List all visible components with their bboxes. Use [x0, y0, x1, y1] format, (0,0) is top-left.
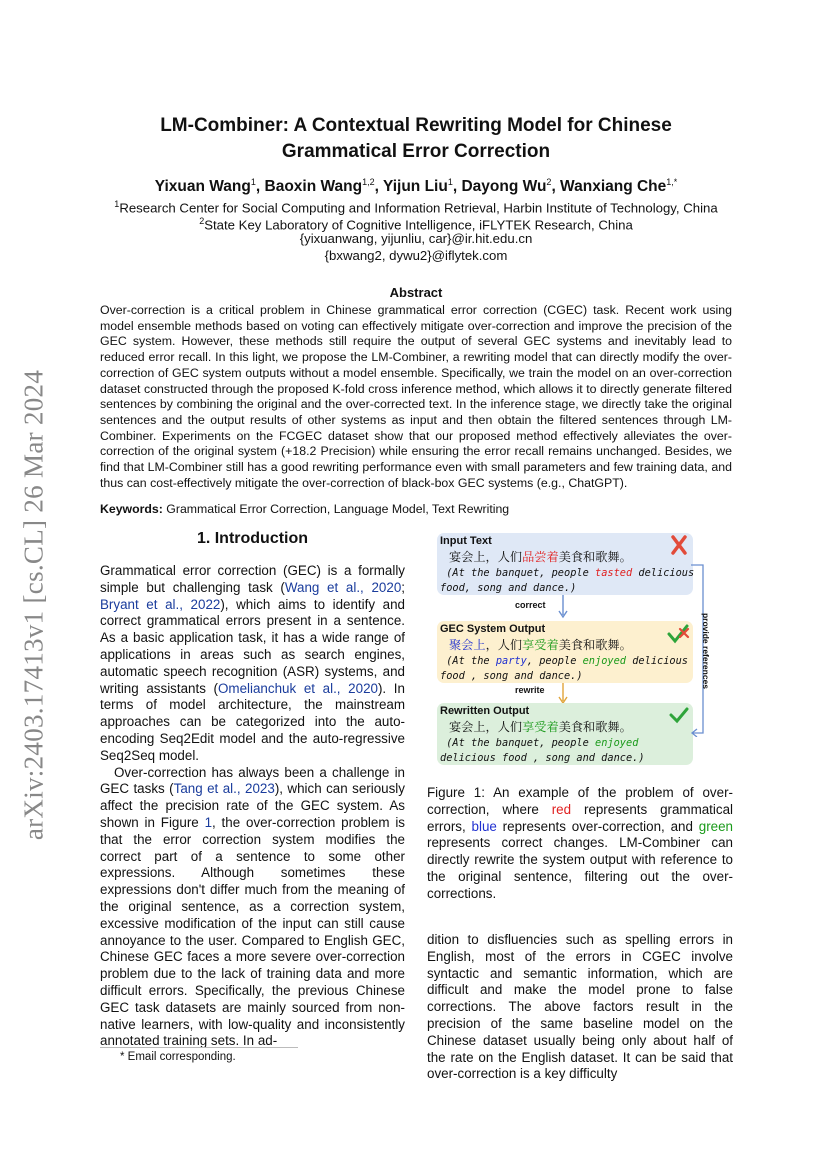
- keywords-label: Keywords:: [100, 502, 163, 516]
- rw-zh-b: 美食和歌舞。: [558, 720, 632, 734]
- input-en: [440, 566, 696, 595]
- input-zh-b: 美食和歌舞。: [558, 550, 632, 564]
- intro-paragraph-1: [100, 563, 405, 765]
- citation-omelianchuk-2020[interactable]: Omelianchuk et al., 2020: [218, 680, 378, 696]
- input-title: Input Text: [440, 535, 492, 547]
- caption-red: red: [551, 801, 572, 817]
- intro-paragraph-2: [100, 765, 405, 1051]
- title-line-1: LM-Combiner: A Contextual Rewriting Model for Chinese: [160, 115, 672, 136]
- paper-title: [100, 113, 732, 165]
- input-en-a: (At the banquet, people: [446, 567, 595, 579]
- author-2: , Baoxin Wang: [255, 178, 363, 196]
- citation-bryant-2022[interactable]: Bryant et al., 2022: [100, 596, 221, 612]
- provide-references-label: provide references: [701, 612, 711, 690]
- aff1-text: Research Center for Social Computing and Information Retrieval, Harbin Institute of Technology, China: [119, 200, 718, 216]
- rw-zh-a: 宴会上，人们: [449, 720, 523, 734]
- arrow-correct-label: correct: [515, 600, 546, 610]
- check-cross-icon: [667, 623, 691, 645]
- input-en-b: delicious food, song and dance.): [440, 567, 695, 594]
- figure-caption: [427, 785, 733, 903]
- abstract-text: Over-correction is a critical problem in Chinese grammatical error correction (CGEC) task. Recent work using model ensemble methods based on voting can effectively mitigate over-correction and improve the precision of the GEC system. However, these methods still require the output of several GEC systems and inevitably lead to reduced error recall. In this light, we propose the LM-Combiner, a rewriting model that can directly modify the over-correction of GEC system outputs without a model ensemble. Specifically, we train the model on an over-correction dataset constructed through the proposed K-fold cross inference method, which allows it to directly generate filtered sentences by combining the original and the over-corrected text. In the inference stage, we directly take the original sentences and the output results of other systems as input and then obtain the filtered sentences through LM-Combiner. Experiments on the FCGEC dataset show that our proposed method effectively alleviates the over-correction of the original system (+18.2 Precision) while ensuring the error recall remains unchanged. Besides, we find that LM-Combiner still has a good rewriting performance even with small parameters and few training data, and thus can cost-effectively mitigate the over-correction of black-box GEC systems (e.g., ChatGPT).: [100, 303, 732, 490]
- rewritten-output-box: [437, 703, 693, 765]
- gec-en-a: (At the: [446, 655, 496, 667]
- rewritten-zh: [449, 718, 632, 735]
- aff2-sup: 2: [199, 216, 205, 226]
- citation-tang-2023[interactable]: Tang et al., 2023: [173, 781, 275, 797]
- right-column-text: dition to disfluencies such as spelling errors in English, most of the errors in CGEC involve syntactic and semantic information, which are difficult and make the model prone to false corrections. The above factors result in the precision of the same baseline model on the Chinese dataset usually being only about half of the rate on the English dataset. It can be said that over-correction is a key difficulty: [427, 932, 733, 1082]
- author-list: [100, 177, 732, 196]
- title-line-2: Grammatical Error Correction: [281, 141, 551, 162]
- gec-en-fix: enjoyed: [582, 655, 627, 667]
- gec-zh: [449, 636, 632, 653]
- author-4: , Dayong Wu: [452, 178, 547, 196]
- caption-green: green: [698, 818, 733, 834]
- abstract-heading: Abstract: [389, 285, 443, 300]
- p1-text-4: ). In terms of model architecture, the mainstream approaches can be categorized into the auto-encoding Seq2Edit model and the auto-regressive Seq2Seq model.: [100, 680, 405, 763]
- gec-zh-overcorrection: 聚会上: [449, 638, 486, 652]
- email-2: {bxwang2, dywu2}@iflytek.com: [324, 248, 508, 263]
- rewritten-en: [440, 736, 696, 765]
- rw-zh-fix: 享受着: [522, 720, 559, 734]
- arrow-down-icon: [557, 595, 569, 621]
- checkmark-icon: [669, 706, 689, 724]
- author-1: Yixuan Wang: [154, 178, 251, 196]
- input-en-error: tasted: [595, 567, 633, 579]
- section-heading: 1. Introduction: [196, 530, 309, 547]
- aff2-text: State Key Laboratory of Cognitive Intelligence, iFLYTEK Research, China: [204, 217, 633, 233]
- author-5: , Wanxiang Che: [551, 178, 667, 196]
- gec-zh-fix: 享受着: [522, 638, 559, 652]
- rewritten-title: Rewritten Output: [440, 705, 530, 717]
- p1-text-2: ;: [401, 579, 405, 595]
- input-zh-a: 宴会上，人们: [449, 550, 523, 564]
- author-3-sup: 1: [447, 177, 453, 187]
- arxiv-stamp: [14, 360, 54, 850]
- p1-text-1: Grammatical error correction (GEC) is a formally simple but challenging task (: [100, 563, 405, 595]
- footnote: * Email corresponding.: [120, 1051, 236, 1063]
- author-5-sup: 1,*: [666, 177, 678, 187]
- side-label-anchor: [701, 612, 718, 690]
- p2-text-2: ), which can seriously affect the precision rate of the GEC system. As shown in Figure: [100, 781, 405, 830]
- caption-text-1: Figure 1: An example of the problem of over-correction, where: [427, 785, 733, 817]
- caption-text-2: represents grammatical errors,: [427, 801, 733, 834]
- author-1-sup: 1: [250, 177, 256, 187]
- figure-1: [427, 533, 717, 768]
- gec-title: GEC System Output: [440, 623, 546, 635]
- gec-zh-a: ，人们: [485, 638, 523, 652]
- figure-1-ref[interactable]: 1: [204, 814, 213, 830]
- arxiv-stamp-text: arXiv:2403.17413v1 [cs.CL] 26 Mar 2024: [18, 369, 49, 841]
- left-column: [100, 563, 405, 1050]
- rw-en-fix: enjoyed: [595, 737, 639, 749]
- gec-zh-b: 美食和歌舞。: [558, 638, 632, 652]
- gec-en-c: delicious food , song and dance.): [440, 655, 689, 682]
- caption-text-4: represents correct changes. LM-Combiner can directly rewrite the system output with reference to the original sentence, filtering out the over-corrections.: [427, 835, 733, 901]
- p1-text-3: ), which aims to identify and correct grammatical errors present in a sentence. As a basic application task, it has a wide range of applications in areas such as search engines, automatic speech recognition (ASR) systems, and writing assistants (: [100, 596, 405, 696]
- keywords-text: Grammatical Error Correction, Language Model, Text Rewriting: [162, 502, 510, 516]
- caption-text-3: represents over-correction, and: [496, 818, 699, 834]
- caption-blue: blue: [471, 818, 497, 834]
- citation-wang-2020[interactable]: Wang et al., 2020: [284, 579, 402, 595]
- rw-en-b: delicious food , song and dance.): [440, 751, 645, 764]
- keywords: [100, 502, 732, 516]
- gec-en: [440, 654, 696, 683]
- p2-text-3: , the over-correction problem is that the error correction system modifies the correct part of a sentence to some other expressions. Although sometimes these expressions don't differ much from the meaning of the original sentence, as a correction system, excessive modification of the input can still cause annoyance to the user. Compared to English GEC, Chinese GEC faces a more severe over-correction problem due to the lack of training data and more difficult errors. Specifically, the previous Chinese GEC task datasets are mainly sourced from non-native learners, with low-quality and inconsistently annotated training sets. In ad-: [100, 814, 405, 1049]
- footnote-divider: [100, 1047, 298, 1048]
- gec-en-b: , people: [526, 655, 583, 667]
- rw-en-a: (At the banquet, people: [446, 737, 595, 749]
- p2-text-1: Over-correction has always been a challenge in GEC tasks (: [100, 764, 405, 797]
- input-zh-error: 品尝着: [522, 550, 559, 564]
- author-4-sup: 2: [546, 177, 552, 187]
- gec-en-overcorrection: party: [495, 655, 527, 667]
- aff1-sup: 1: [114, 199, 120, 209]
- input-zh: [449, 548, 632, 565]
- input-text-box: [437, 533, 693, 595]
- author-3: , Yijun Liu: [374, 178, 448, 196]
- arrow-rewrite-label: rewrite: [515, 685, 545, 695]
- cross-icon: [670, 535, 688, 555]
- author-2-sup: 1,2: [362, 177, 375, 187]
- email-1: {yixuanwang, yijunliu, car}@ir.hit.edu.cn: [299, 231, 533, 246]
- gec-output-box: [437, 621, 693, 683]
